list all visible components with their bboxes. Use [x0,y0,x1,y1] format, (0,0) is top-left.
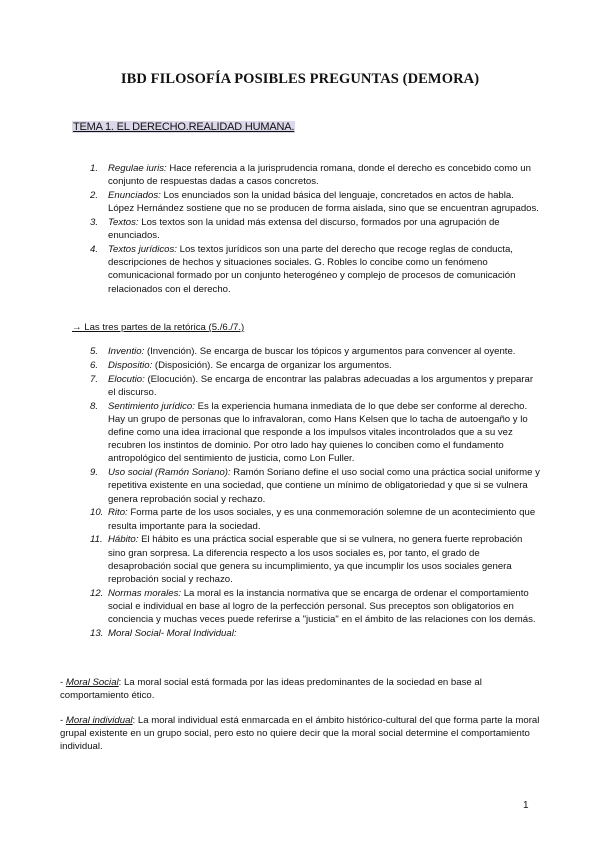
document-title: IBD FILOSOFÍA POSIBLES PREGUNTAS (DEMORA) [120,71,480,87]
section-heading-tema-1: TEMA 1. EL DERECHO.REALIDAD HUMANA. [73,121,295,133]
list-item: 9. Uso social (Ramón Soriano): Ramón Soriano define el uso social como una práctica social uniforme y repetitiva existente en una sociedad, que contiene un mínimo de obligatoriedad y que si se vulnera genera reprobación social y rechazo. [90,467,540,505]
list-item: 6. Dispositio: (Disposición). Se encarga de organizar los argumentos. [90,359,392,371]
list-item: 1. Regulae iuris: Hace referencia a la jurisprudencia romana, donde el derecho es concebido como un conjunto de respuestas dadas a casos concretos. [90,163,531,188]
list-item: 12. Normas morales: La moral es la instancia normativa que se encarga de ordenar el comportamiento social e individual en base al logro de la perfección personal. Sus preceptos son obligatorios en conciencia y muchas veces puede referirse a "justicia" en el ámbito de las relaciones con los demás. [90,587,536,626]
list-item: 5. Inventio: (Invención). Se encarga de buscar los tópicos y argumentos para convencer al oyente. [90,346,516,357]
definitions-list-2 [90,345,540,641]
page-number: 1 [523,800,529,811]
paragraph-moral-individual: - Moral individual: La moral individual está enmarcada en el ámbito histórico-cultural del que forma parte la moral grupal existente en un grupo social, pero esto no quiere decir que la moral social determine el comportamiento individual. [60,715,540,753]
paragraph-moral-social: - Moral Social: La moral social está formada por las ideas predominantes de la sociedad en base al comportamiento ético. [60,677,482,702]
list-item: 7. Elocutio: (Elocución). Se encarga de encontrar las palabras adecuadas a los argumentos y preparar el discurso. [90,373,534,398]
list-item: 13. Moral Social- Moral Individual: [90,628,237,640]
list-item: 10. Rito: Forma parte de los usos sociales, y es una conmemoración solemne de un acontecimiento que resulta importante para la sociedad. [90,507,536,532]
list-item: 2. Enunciados: Los enunciados son la unidad básica del lenguaje, concretados en actos de habla. López Hernández sostiene que no se producen de forma aislada, sino que se encuentran agrupados. [90,190,539,215]
definitions-list-1 [90,162,540,296]
list-item: 3. Textos: Los textos son la unidad más extensa del discurso, formados por una agrupación de enunciados. [90,217,500,242]
list-item: 11. Hábito: El hábito es una práctica social esperable que si se vulnera, no genera fuerte reprobación sino gran sorpresa. La diferencia respecto a los usos sociales es, por tanto, el grado de desaprobación social que genera su incumplimiento, ya que incumplir los usos sociales genera reprobación social y rechazo. [90,534,523,586]
list-item: 8. Sentimiento jurídico: Es la experiencia humana inmediata de lo que debe ser conforme al derecho. Hay un grupo de personas que lo infravaloran, como Hans Kelsen que lo tacha de autoengaño y lo define como una idea irracional que responde a los impulsos vitales incontrolados que a su vez recubren los instintos de dominio. Por otro lado hay quienes lo conciben como el fundamento antropológico del sentimiento de justicia, como Lon Fuller. [90,400,528,465]
subheading-retorica: → Las tres partes de la retórica (5./6./7.) [72,322,245,333]
list-item: 4. Textos jurídicos: Los textos jurídicos son una parte del derecho que recoge reglas de conducta, descripciones de hechos y situaciones sociales. G. Robles lo concibe como un fenómeno comunicacional formado por un conjunto heterogéneo y complejo de procesos de comunicación relacionados con el derecho. [90,244,516,295]
